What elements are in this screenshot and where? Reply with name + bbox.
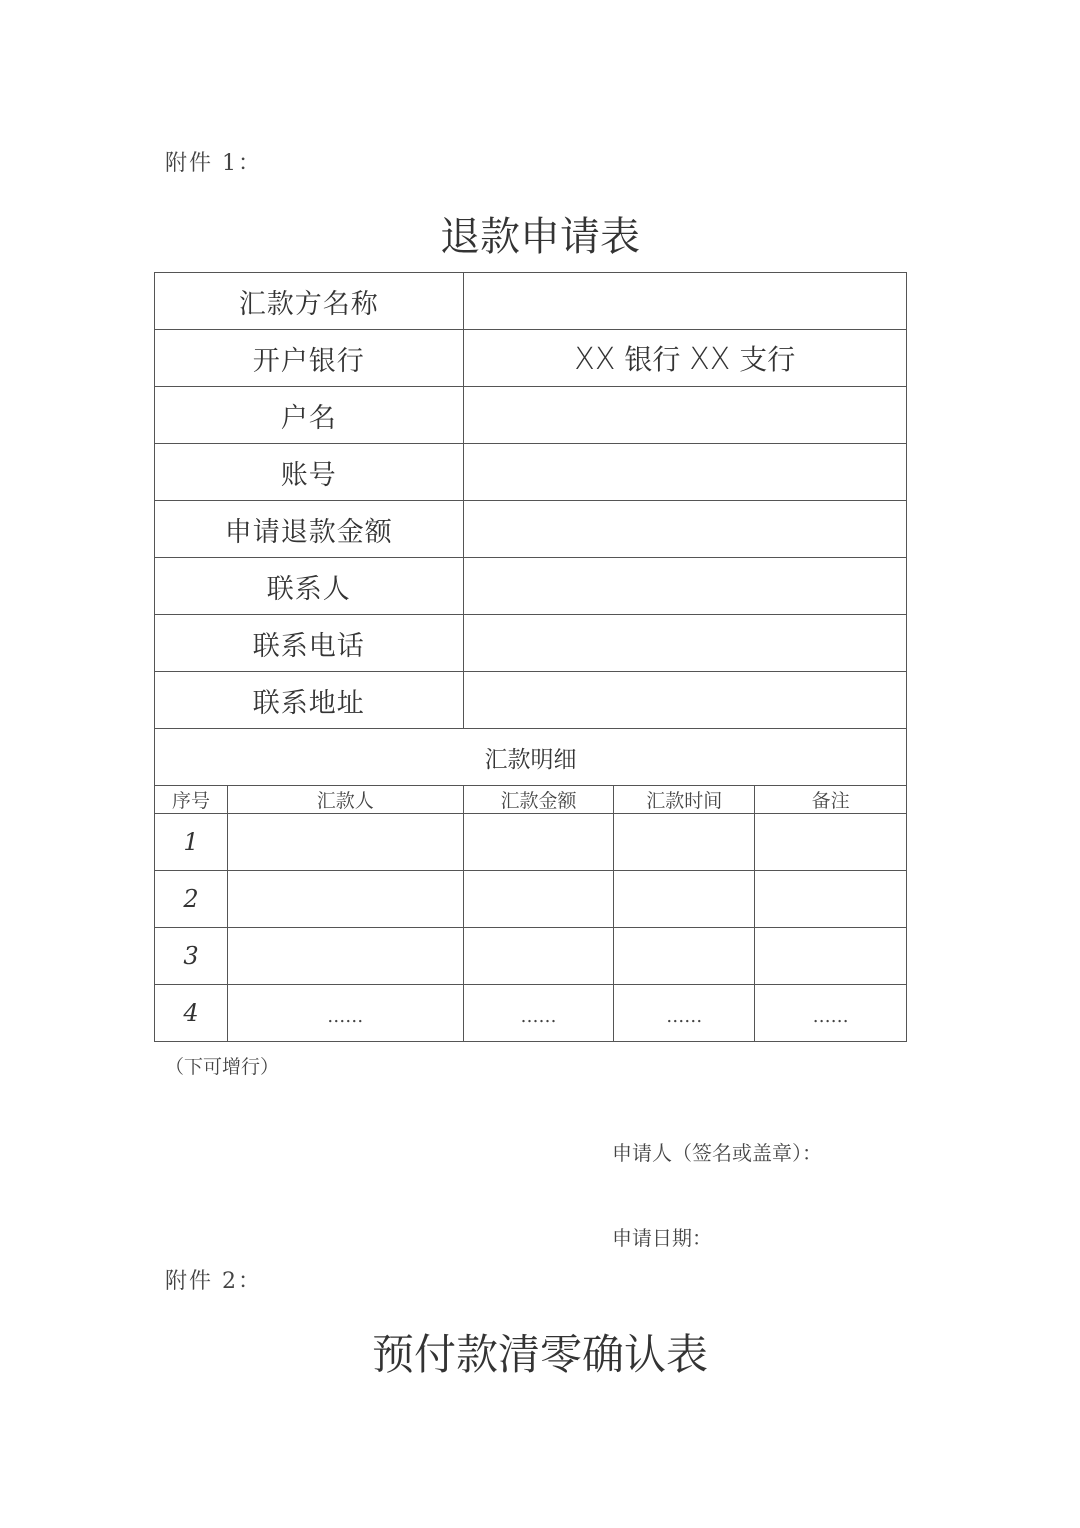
branch-placeholder: XX xyxy=(689,342,731,377)
row-time[interactable] xyxy=(614,871,755,928)
field-row-address xyxy=(155,672,907,729)
field-row-phone xyxy=(155,615,907,672)
branch-word: 支行 xyxy=(739,343,796,376)
row-index: 2 xyxy=(155,871,228,928)
field-label: 户名 xyxy=(155,387,464,444)
row-index: 4 xyxy=(155,985,228,1042)
attachment-1-label: 附件 1： xyxy=(165,151,262,176)
row-remark[interactable] xyxy=(755,928,907,985)
col-header-amount: 汇款金额 xyxy=(463,786,614,814)
field-row-account-number xyxy=(155,444,907,501)
col-header-payer: 汇款人 xyxy=(227,786,463,814)
bank-word: 银行 xyxy=(624,343,681,376)
row-payer[interactable] xyxy=(227,814,463,871)
row-amount[interactable] xyxy=(463,871,614,928)
add-rows-note: （下可增行） xyxy=(165,1056,280,1078)
row-remark[interactable] xyxy=(755,814,907,871)
payer-name-value[interactable] xyxy=(463,273,906,330)
field-label: 开户银行 xyxy=(155,330,464,387)
field-row-contact xyxy=(155,558,907,615)
row-index: 1 xyxy=(155,814,228,871)
contact-value[interactable] xyxy=(463,558,906,615)
row-payer[interactable] xyxy=(227,871,463,928)
bank-placeholder: XX xyxy=(574,342,616,377)
refund-application-table xyxy=(154,272,907,1042)
attachment-2-label: 附件 2： xyxy=(165,1269,262,1294)
remittance-detail-title: 汇款明细 xyxy=(155,729,907,786)
bank-value[interactable] xyxy=(463,330,906,387)
row-time[interactable]: …… xyxy=(614,985,755,1042)
row-time[interactable] xyxy=(614,928,755,985)
refund-amount-value[interactable] xyxy=(463,501,906,558)
row-remark[interactable] xyxy=(755,871,907,928)
table-row xyxy=(155,814,907,871)
col-header-index: 序号 xyxy=(155,786,228,814)
applicant-signature-label: 申请人（签名或盖章）： xyxy=(612,1141,822,1165)
detail-header-row xyxy=(155,786,907,814)
field-label: 联系地址 xyxy=(155,672,464,729)
field-label: 账号 xyxy=(155,444,464,501)
col-header-remark: 备注 xyxy=(755,786,907,814)
refund-form-title: 退款申请表 xyxy=(440,214,640,260)
field-label: 联系电话 xyxy=(155,615,464,672)
detail-title-row xyxy=(155,729,907,786)
row-amount[interactable] xyxy=(463,814,614,871)
field-row-payer-name xyxy=(155,273,907,330)
row-index: 3 xyxy=(155,928,228,985)
row-amount[interactable]: …… xyxy=(463,985,614,1042)
row-payer[interactable] xyxy=(227,928,463,985)
field-label: 申请退款金额 xyxy=(155,501,464,558)
row-remark[interactable]: …… xyxy=(755,985,907,1042)
field-label: 联系人 xyxy=(155,558,464,615)
address-value[interactable] xyxy=(463,672,906,729)
row-payer[interactable]: …… xyxy=(227,985,463,1042)
row-time[interactable] xyxy=(614,814,755,871)
account-name-value[interactable] xyxy=(463,387,906,444)
field-row-account-name xyxy=(155,387,907,444)
prepayment-clearance-title: 预付款清零确认表 xyxy=(371,1330,708,1379)
field-row-refund-amount xyxy=(155,501,907,558)
field-label: 汇款方名称 xyxy=(155,273,464,330)
table-row xyxy=(155,928,907,985)
field-row-bank xyxy=(155,330,907,387)
col-header-time: 汇款时间 xyxy=(614,786,755,814)
apply-date-label: 申请日期： xyxy=(612,1226,712,1250)
account-number-value[interactable] xyxy=(463,444,906,501)
row-amount[interactable] xyxy=(463,928,614,985)
table-row xyxy=(155,985,907,1042)
table-row xyxy=(155,871,907,928)
phone-value[interactable] xyxy=(463,615,906,672)
